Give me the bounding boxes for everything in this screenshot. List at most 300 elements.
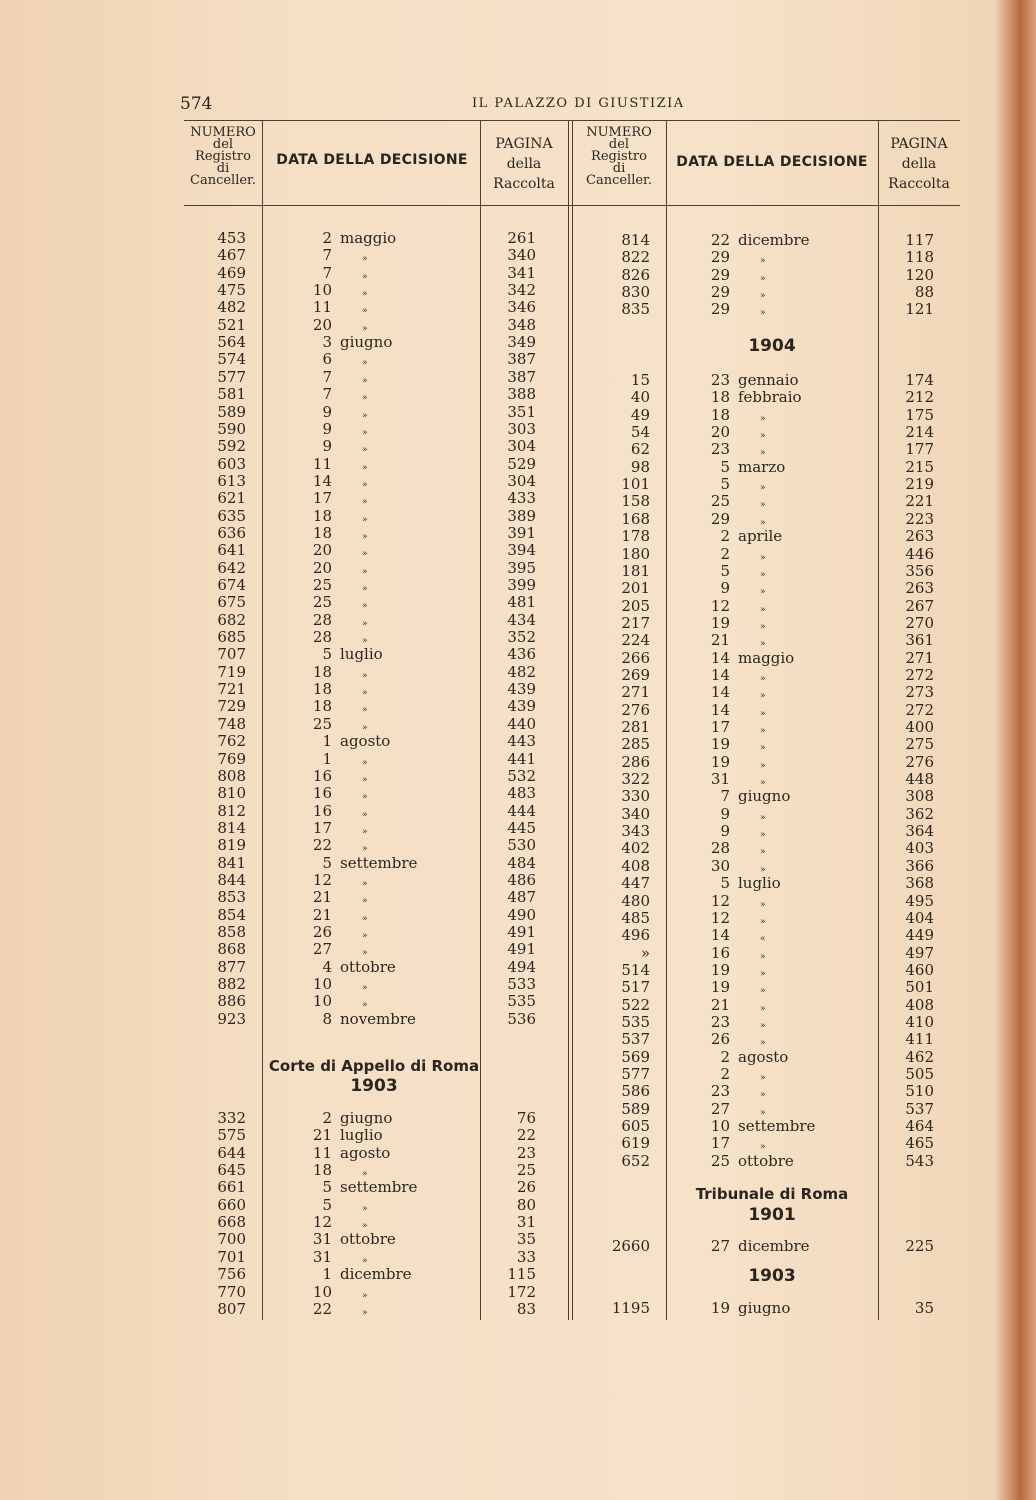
right-row-numero: 835 [621, 300, 650, 318]
right-row-1904-pagina: 362 [905, 805, 934, 823]
left-row-mese: » [362, 983, 368, 993]
right-row-1904-giorno: 25 [710, 492, 730, 510]
right-row-tribunale-1903-numero: 1195 [611, 1299, 650, 1317]
left-row-giorno: 9 [322, 437, 332, 455]
right-row-1904-giorno: 26 [710, 1030, 730, 1048]
left-row-corte-pagina: 80 [516, 1196, 536, 1214]
right-row-1904-numero: 522 [621, 996, 650, 1014]
right-row-1904-mese: » [760, 952, 766, 962]
left-row-numero: 453 [217, 229, 246, 247]
left-row-corte-pagina: 172 [507, 1283, 536, 1301]
left-row-pagina: 304 [507, 472, 536, 490]
left-row-pagina: 481 [507, 593, 536, 611]
left-row-giorno: 12 [312, 871, 332, 889]
right-row-numero: 830 [621, 283, 650, 301]
right-row-1904-pagina: 400 [905, 718, 934, 736]
right-row-1904-numero: 271 [621, 683, 650, 701]
right-row-1904-mese: » [760, 865, 766, 875]
left-row-giorno: 5 [322, 645, 332, 663]
right-row-1904-mese: maggio [738, 649, 795, 667]
col-divider [572, 120, 573, 1320]
right-row-1904-pagina: 270 [905, 614, 934, 632]
left-row-pagina: 530 [507, 836, 536, 854]
section-title-tribunale: Tribunale di Roma [695, 1185, 849, 1203]
right-row-1904-numero: 276 [621, 701, 650, 719]
right-row-1904-pagina: 495 [905, 892, 934, 910]
left-row-mese: » [362, 827, 368, 837]
right-row-1904-pagina: 364 [905, 822, 934, 840]
left-row-numero: 841 [217, 854, 246, 872]
left-row-numero: 482 [217, 298, 246, 316]
right-row-1904-mese: » [760, 500, 766, 510]
header-line: di [216, 161, 230, 176]
right-row-tribunale-pagina: 225 [905, 1237, 934, 1255]
right-row-1904-numero: 496 [621, 926, 650, 944]
left-row-numero: 635 [217, 507, 246, 525]
left-row-mese: » [362, 497, 368, 507]
left-row-numero: 564 [217, 333, 246, 351]
right-row-1904-numero: 485 [621, 909, 650, 927]
left-row-mese: ottobre [340, 958, 396, 976]
right-row-1904-numero: 49 [630, 406, 650, 424]
left-row-giorno: 7 [322, 385, 332, 403]
right-row-1904-mese: » [760, 1004, 766, 1014]
right-row-tribunale-1903-giorno: 19 [710, 1299, 730, 1317]
left-row-numero: 590 [217, 420, 246, 438]
left-row-numero: 581 [217, 385, 246, 403]
left-row-corte-numero: 660 [217, 1196, 246, 1214]
right-row-1904-mese: » [760, 1108, 766, 1118]
left-row-corte-pagina: 35 [516, 1230, 536, 1248]
left-row-mese: » [362, 376, 368, 386]
left-row-giorno: 16 [312, 802, 332, 820]
section-title-corte-appello: Corte di Appello di Roma [268, 1057, 480, 1075]
left-row-pagina: 389 [507, 507, 536, 525]
right-row-1904-pagina: 366 [905, 857, 934, 875]
left-row-mese: » [362, 705, 368, 715]
right-row-1904-giorno: 17 [710, 718, 730, 736]
right-row-1904-giorno: 30 [710, 857, 730, 875]
right-row-1904-pagina: 537 [905, 1100, 934, 1118]
right-row-1904-pagina: 449 [905, 926, 934, 944]
left-row-mese: » [362, 931, 368, 941]
left-row-corte-mese: giugno [340, 1109, 393, 1127]
left-row-numero: 853 [217, 888, 246, 906]
right-row-1904-giorno: 23 [710, 1013, 730, 1031]
left-row-pagina: 443 [507, 732, 536, 750]
left-row-mese: » [362, 532, 368, 542]
right-row-1904-giorno: 19 [710, 961, 730, 979]
left-row-numero: 844 [217, 871, 246, 889]
right-row-1904-mese: » [760, 414, 766, 424]
right-row-1904-mese: » [760, 518, 766, 528]
left-row-corte-pagina: 25 [516, 1161, 536, 1179]
right-row-1904-numero: 586 [621, 1082, 650, 1100]
left-row-mese: » [362, 324, 368, 334]
left-row-giorno: 22 [312, 836, 332, 854]
left-row-mese: » [362, 411, 368, 421]
header-line: PAGINA [890, 136, 948, 152]
left-row-corte-giorno: 12 [312, 1213, 332, 1231]
left-row-pagina: 491 [507, 940, 536, 958]
right-row-1904-pagina: 411 [905, 1030, 934, 1048]
left-row-mese: » [362, 254, 368, 264]
left-row-giorno: 20 [312, 316, 332, 334]
left-row-numero: 682 [217, 611, 246, 629]
right-row-1904-mese: aprile [738, 527, 783, 545]
left-row-giorno: 25 [312, 715, 332, 733]
left-row-giorno: 28 [312, 628, 332, 646]
right-row-1904-numero: 480 [621, 892, 650, 910]
left-row-mese: » [362, 463, 368, 473]
left-row-pagina: 487 [507, 888, 536, 906]
left-row-pagina: 532 [507, 767, 536, 785]
left-row-corte-numero: 700 [217, 1230, 246, 1248]
left-row-mese: » [362, 723, 368, 733]
right-row-1904-mese: « [760, 934, 766, 944]
left-row-giorno: 20 [312, 541, 332, 559]
left-row-corte-mese: agosto [340, 1144, 391, 1162]
left-row-corte-mese: » [362, 1169, 368, 1179]
right-row-1904-pagina: 275 [905, 735, 934, 753]
right-row-1904-giorno: 9 [720, 822, 730, 840]
header-line: Registro [195, 149, 251, 164]
right-row-1904-mese: » [760, 709, 766, 719]
right-row-mese: dicembre [738, 231, 810, 249]
left-row-giorno: 25 [312, 593, 332, 611]
left-row-numero: 592 [217, 437, 246, 455]
left-row-corte-mese: settembre [340, 1178, 418, 1196]
left-row-pagina: 483 [507, 784, 536, 802]
header-line: Raccolta [493, 176, 555, 192]
header-pagina-left [480, 134, 568, 194]
header-line: del [212, 137, 234, 152]
header-line: NUMERO [586, 125, 652, 140]
left-row-numero: 475 [217, 281, 246, 299]
right-row-1904-numero: 281 [621, 718, 650, 736]
right-row-1904-pagina: 267 [905, 597, 934, 615]
right-row-tribunale-numero: 2660 [611, 1237, 650, 1255]
left-row-pagina: 391 [507, 524, 536, 542]
right-row-1904-numero: 408 [621, 857, 650, 875]
left-row-pagina: 395 [507, 559, 536, 577]
right-row-1904-giorno: 18 [710, 388, 730, 406]
left-row-corte-pagina: 76 [516, 1109, 536, 1127]
left-row-pagina: 439 [507, 680, 536, 698]
right-row-1904-giorno: 14 [710, 683, 730, 701]
right-row-1904-mese: agosto [738, 1048, 789, 1066]
header-data-left: DATA DELLA DECISIONE [276, 152, 468, 168]
left-row-mese: » [362, 272, 368, 282]
right-row-1904-numero: 269 [621, 666, 650, 684]
right-row-numero: 814 [621, 231, 650, 249]
left-row-corte-numero: 661 [217, 1178, 246, 1196]
right-row-1904-mese: » [760, 622, 766, 632]
left-row-numero: 707 [217, 645, 246, 663]
left-row-numero: 641 [217, 541, 246, 559]
left-row-mese: » [362, 896, 368, 906]
left-row-numero: 719 [217, 663, 246, 681]
left-row-pagina: 445 [507, 819, 536, 837]
left-row-pagina: 348 [507, 316, 536, 334]
right-row-1904-numero: 535 [621, 1013, 650, 1031]
right-row-1904-mese: » [760, 1073, 766, 1083]
left-row-mese: » [362, 445, 368, 455]
right-row-1904-mese: » [760, 553, 766, 563]
header-line: NUMERO [190, 125, 256, 140]
left-row-corte-mese: » [362, 1308, 368, 1318]
left-row-pagina: 529 [507, 455, 536, 473]
right-row-giorno: 22 [710, 231, 730, 249]
right-row-tribunale-1903-mese: giugno [738, 1299, 791, 1317]
right-row-1904-pagina: 214 [905, 423, 934, 441]
left-row-giorno: 18 [312, 663, 332, 681]
right-row-pagina: 117 [905, 231, 934, 249]
right-row-1904-giorno: 12 [710, 892, 730, 910]
left-row-corte-numero: 756 [217, 1265, 246, 1283]
left-row-mese: » [362, 601, 368, 611]
left-row-giorno: 16 [312, 767, 332, 785]
left-row-numero: 886 [217, 992, 246, 1010]
right-row-1904-numero: 180 [621, 545, 650, 563]
left-row-numero: 812 [217, 802, 246, 820]
right-row-tribunale-giorno: 27 [710, 1237, 730, 1255]
left-row-corte-pagina: 23 [516, 1144, 536, 1162]
left-row-pagina: 387 [507, 350, 536, 368]
left-row-pagina: 349 [507, 333, 536, 351]
left-row-pagina: 441 [507, 750, 536, 768]
right-row-1904-numero: 537 [621, 1030, 650, 1048]
right-row-1904-giorno: 17 [710, 1134, 730, 1152]
left-row-mese: » [362, 358, 368, 368]
left-row-numero: 729 [217, 697, 246, 715]
left-row-numero: 877 [217, 958, 246, 976]
left-row-numero: 721 [217, 680, 246, 698]
left-row-numero: 858 [217, 923, 246, 941]
right-row-1904-giorno: 12 [710, 909, 730, 927]
section-year-1903-tribunale: 1903 [748, 1266, 796, 1286]
right-row-1904-giorno: 7 [720, 787, 730, 805]
right-row-1904-giorno: 19 [710, 614, 730, 632]
right-row-1904-giorno: 19 [710, 735, 730, 753]
header-line: della [901, 156, 937, 172]
left-row-pagina: 434 [507, 611, 536, 629]
left-row-pagina: 491 [507, 923, 536, 941]
left-row-numero: 810 [217, 784, 246, 802]
right-row-1904-giorno: 14 [710, 666, 730, 684]
right-row-1904-numero: 652 [621, 1152, 650, 1170]
left-row-corte-mese: luglio [340, 1126, 383, 1144]
left-row-mese: » [362, 775, 368, 785]
left-row-corte-giorno: 5 [322, 1196, 332, 1214]
left-row-numero: 675 [217, 593, 246, 611]
right-row-1904-pagina: 446 [905, 545, 934, 563]
right-row-1904-mese: » [760, 639, 766, 649]
right-row-1904-giorno: 31 [710, 770, 730, 788]
header-pagina-right [878, 134, 960, 194]
left-row-pagina: 304 [507, 437, 536, 455]
left-row-numero: 814 [217, 819, 246, 837]
left-row-corte-numero: 807 [217, 1300, 246, 1318]
right-row-1904-mese: » [760, 1038, 766, 1048]
right-row-numero: 822 [621, 248, 650, 266]
left-row-pagina: 482 [507, 663, 536, 681]
right-row-1904-numero: 40 [630, 388, 650, 406]
left-row-corte-mese: » [362, 1291, 368, 1301]
right-row-1904-giorno: 5 [720, 475, 730, 493]
left-row-mese: » [362, 636, 368, 646]
right-row-1904-numero: 98 [630, 458, 650, 476]
right-row-1904-numero: 340 [621, 805, 650, 823]
left-row-giorno: 26 [312, 923, 332, 941]
left-row-corte-mese: » [362, 1221, 368, 1231]
right-row-1904-mese: » [760, 448, 766, 458]
left-row-corte-pagina: 115 [507, 1265, 536, 1283]
left-row-pagina: 484 [507, 854, 536, 872]
right-row-1904-mese: giugno [738, 787, 791, 805]
right-row-1904-giorno: 19 [710, 978, 730, 996]
right-row-1904-pagina: 462 [905, 1048, 934, 1066]
right-row-1904-pagina: 356 [905, 562, 934, 580]
right-row-1904-mese: » [760, 726, 766, 736]
right-row-1904-pagina: 361 [905, 631, 934, 649]
left-row-pagina: 303 [507, 420, 536, 438]
right-row-1904-pagina: 223 [905, 510, 934, 528]
right-row-1904-pagina: 505 [905, 1065, 934, 1083]
right-row-1904-pagina: 177 [905, 440, 934, 458]
right-row-1904-mese: » [760, 691, 766, 701]
right-row-1904-pagina: 271 [905, 649, 934, 667]
header-line: Raccolta [888, 176, 950, 192]
left-row-numero: 521 [217, 316, 246, 334]
right-row-1904-numero: 343 [621, 822, 650, 840]
right-row-1904-pagina: 510 [905, 1082, 934, 1100]
left-row-mese: » [362, 1000, 368, 1010]
right-row-1904-pagina: 221 [905, 492, 934, 510]
right-row-1904-mese: » [760, 605, 766, 615]
left-row-mese: novembre [340, 1010, 416, 1028]
left-row-mese: luglio [340, 645, 383, 663]
left-row-mese: » [362, 688, 368, 698]
left-row-numero: 589 [217, 403, 246, 421]
left-row-numero: 674 [217, 576, 246, 594]
right-row-1904-numero: 168 [621, 510, 650, 528]
left-row-pagina: 535 [507, 992, 536, 1010]
left-row-giorno: 20 [312, 559, 332, 577]
left-row-corte-giorno: 31 [312, 1230, 332, 1248]
right-row-1904-pagina: 263 [905, 579, 934, 597]
left-row-numero: 621 [217, 489, 246, 507]
right-row-1904-giorno: 9 [720, 805, 730, 823]
right-row-1904-numero: 15 [630, 371, 650, 389]
right-row-1904-giorno: 25 [710, 1152, 730, 1170]
right-row-1904-numero: 517 [621, 978, 650, 996]
right-row-1904-mese: » [760, 1142, 766, 1152]
left-row-giorno: 5 [322, 854, 332, 872]
left-row-pagina: 439 [507, 697, 536, 715]
left-row-mese: » [362, 289, 368, 299]
right-row-1904-numero: 217 [621, 614, 650, 632]
page-number: 574 [180, 94, 213, 114]
right-row-1904-mese: » [760, 743, 766, 753]
right-row-1904-pagina: 501 [905, 978, 934, 996]
header-numero-right [572, 127, 666, 187]
left-row-corte-pagina: 22 [516, 1126, 536, 1144]
left-row-giorno: 3 [322, 333, 332, 351]
right-row-1904-numero: 54 [630, 423, 650, 441]
left-row-pagina: 341 [507, 264, 536, 282]
left-row-numero: 574 [217, 350, 246, 368]
right-row-1904-mese: ottobre [738, 1152, 794, 1170]
right-row-1904-pagina: 174 [905, 371, 934, 389]
right-row-1904-giorno: 2 [720, 1065, 730, 1083]
right-row-1904-pagina: 543 [905, 1152, 934, 1170]
left-row-giorno: 10 [312, 281, 332, 299]
left-row-corte-giorno: 1 [322, 1265, 332, 1283]
right-row-1904-mese: » [760, 1021, 766, 1031]
left-row-pagina: 346 [507, 298, 536, 316]
right-row-1904-numero: 330 [621, 787, 650, 805]
left-row-corte-numero: 668 [217, 1213, 246, 1231]
left-row-corte-giorno: 18 [312, 1161, 332, 1179]
left-row-numero: 469 [217, 264, 246, 282]
right-row-1904-pagina: 215 [905, 458, 934, 476]
right-row-1904-numero: 286 [621, 753, 650, 771]
right-row-1904-giorno: 14 [710, 649, 730, 667]
right-row-giorno: 29 [710, 300, 730, 318]
right-row-tribunale-1903-pagina: 35 [914, 1299, 934, 1317]
left-row-numero: 854 [217, 906, 246, 924]
right-row-1904-numero: 201 [621, 579, 650, 597]
right-row-1904-giorno: 2 [720, 1048, 730, 1066]
left-row-giorno: 10 [312, 975, 332, 993]
left-row-mese: » [362, 515, 368, 525]
right-row-1904-numero: 224 [621, 631, 650, 649]
right-row-1904-numero: 266 [621, 649, 650, 667]
left-row-numero: 603 [217, 455, 246, 473]
right-row-1904-mese: » [760, 761, 766, 771]
left-row-pagina: 494 [507, 958, 536, 976]
right-row-1904-giorno: 19 [710, 753, 730, 771]
left-row-giorno: 18 [312, 524, 332, 542]
right-row-mese: » [760, 274, 766, 284]
left-row-corte-pagina: 31 [516, 1213, 536, 1231]
right-row-1904-giorno: 5 [720, 562, 730, 580]
right-row-1904-numero: 322 [621, 770, 650, 788]
right-row-1904-numero: 447 [621, 874, 650, 892]
right-row-1904-numero: 101 [621, 475, 650, 493]
left-row-mese: » [362, 480, 368, 490]
right-row-1904-mese: settembre [738, 1117, 816, 1135]
right-row-1904-giorno: 21 [710, 996, 730, 1014]
left-row-pagina: 533 [507, 975, 536, 993]
right-row-1904-giorno: 28 [710, 839, 730, 857]
left-row-corte-numero: 644 [217, 1144, 246, 1162]
right-row-1904-pagina: 175 [905, 406, 934, 424]
right-row-1904-giorno: 9 [720, 579, 730, 597]
left-row-corte-giorno: 11 [312, 1144, 332, 1162]
left-row-mese: » [362, 844, 368, 854]
right-row-pagina: 121 [905, 300, 934, 318]
right-row-1904-pagina: 408 [905, 996, 934, 1014]
left-row-numero: 748 [217, 715, 246, 733]
left-row-corte-numero: 332 [217, 1109, 246, 1127]
header-line: Canceller. [586, 173, 652, 188]
right-row-1904-giorno: 29 [710, 510, 730, 528]
left-row-mese: » [362, 948, 368, 958]
left-row-giorno: 18 [312, 507, 332, 525]
right-row-1904-giorno: 18 [710, 406, 730, 424]
